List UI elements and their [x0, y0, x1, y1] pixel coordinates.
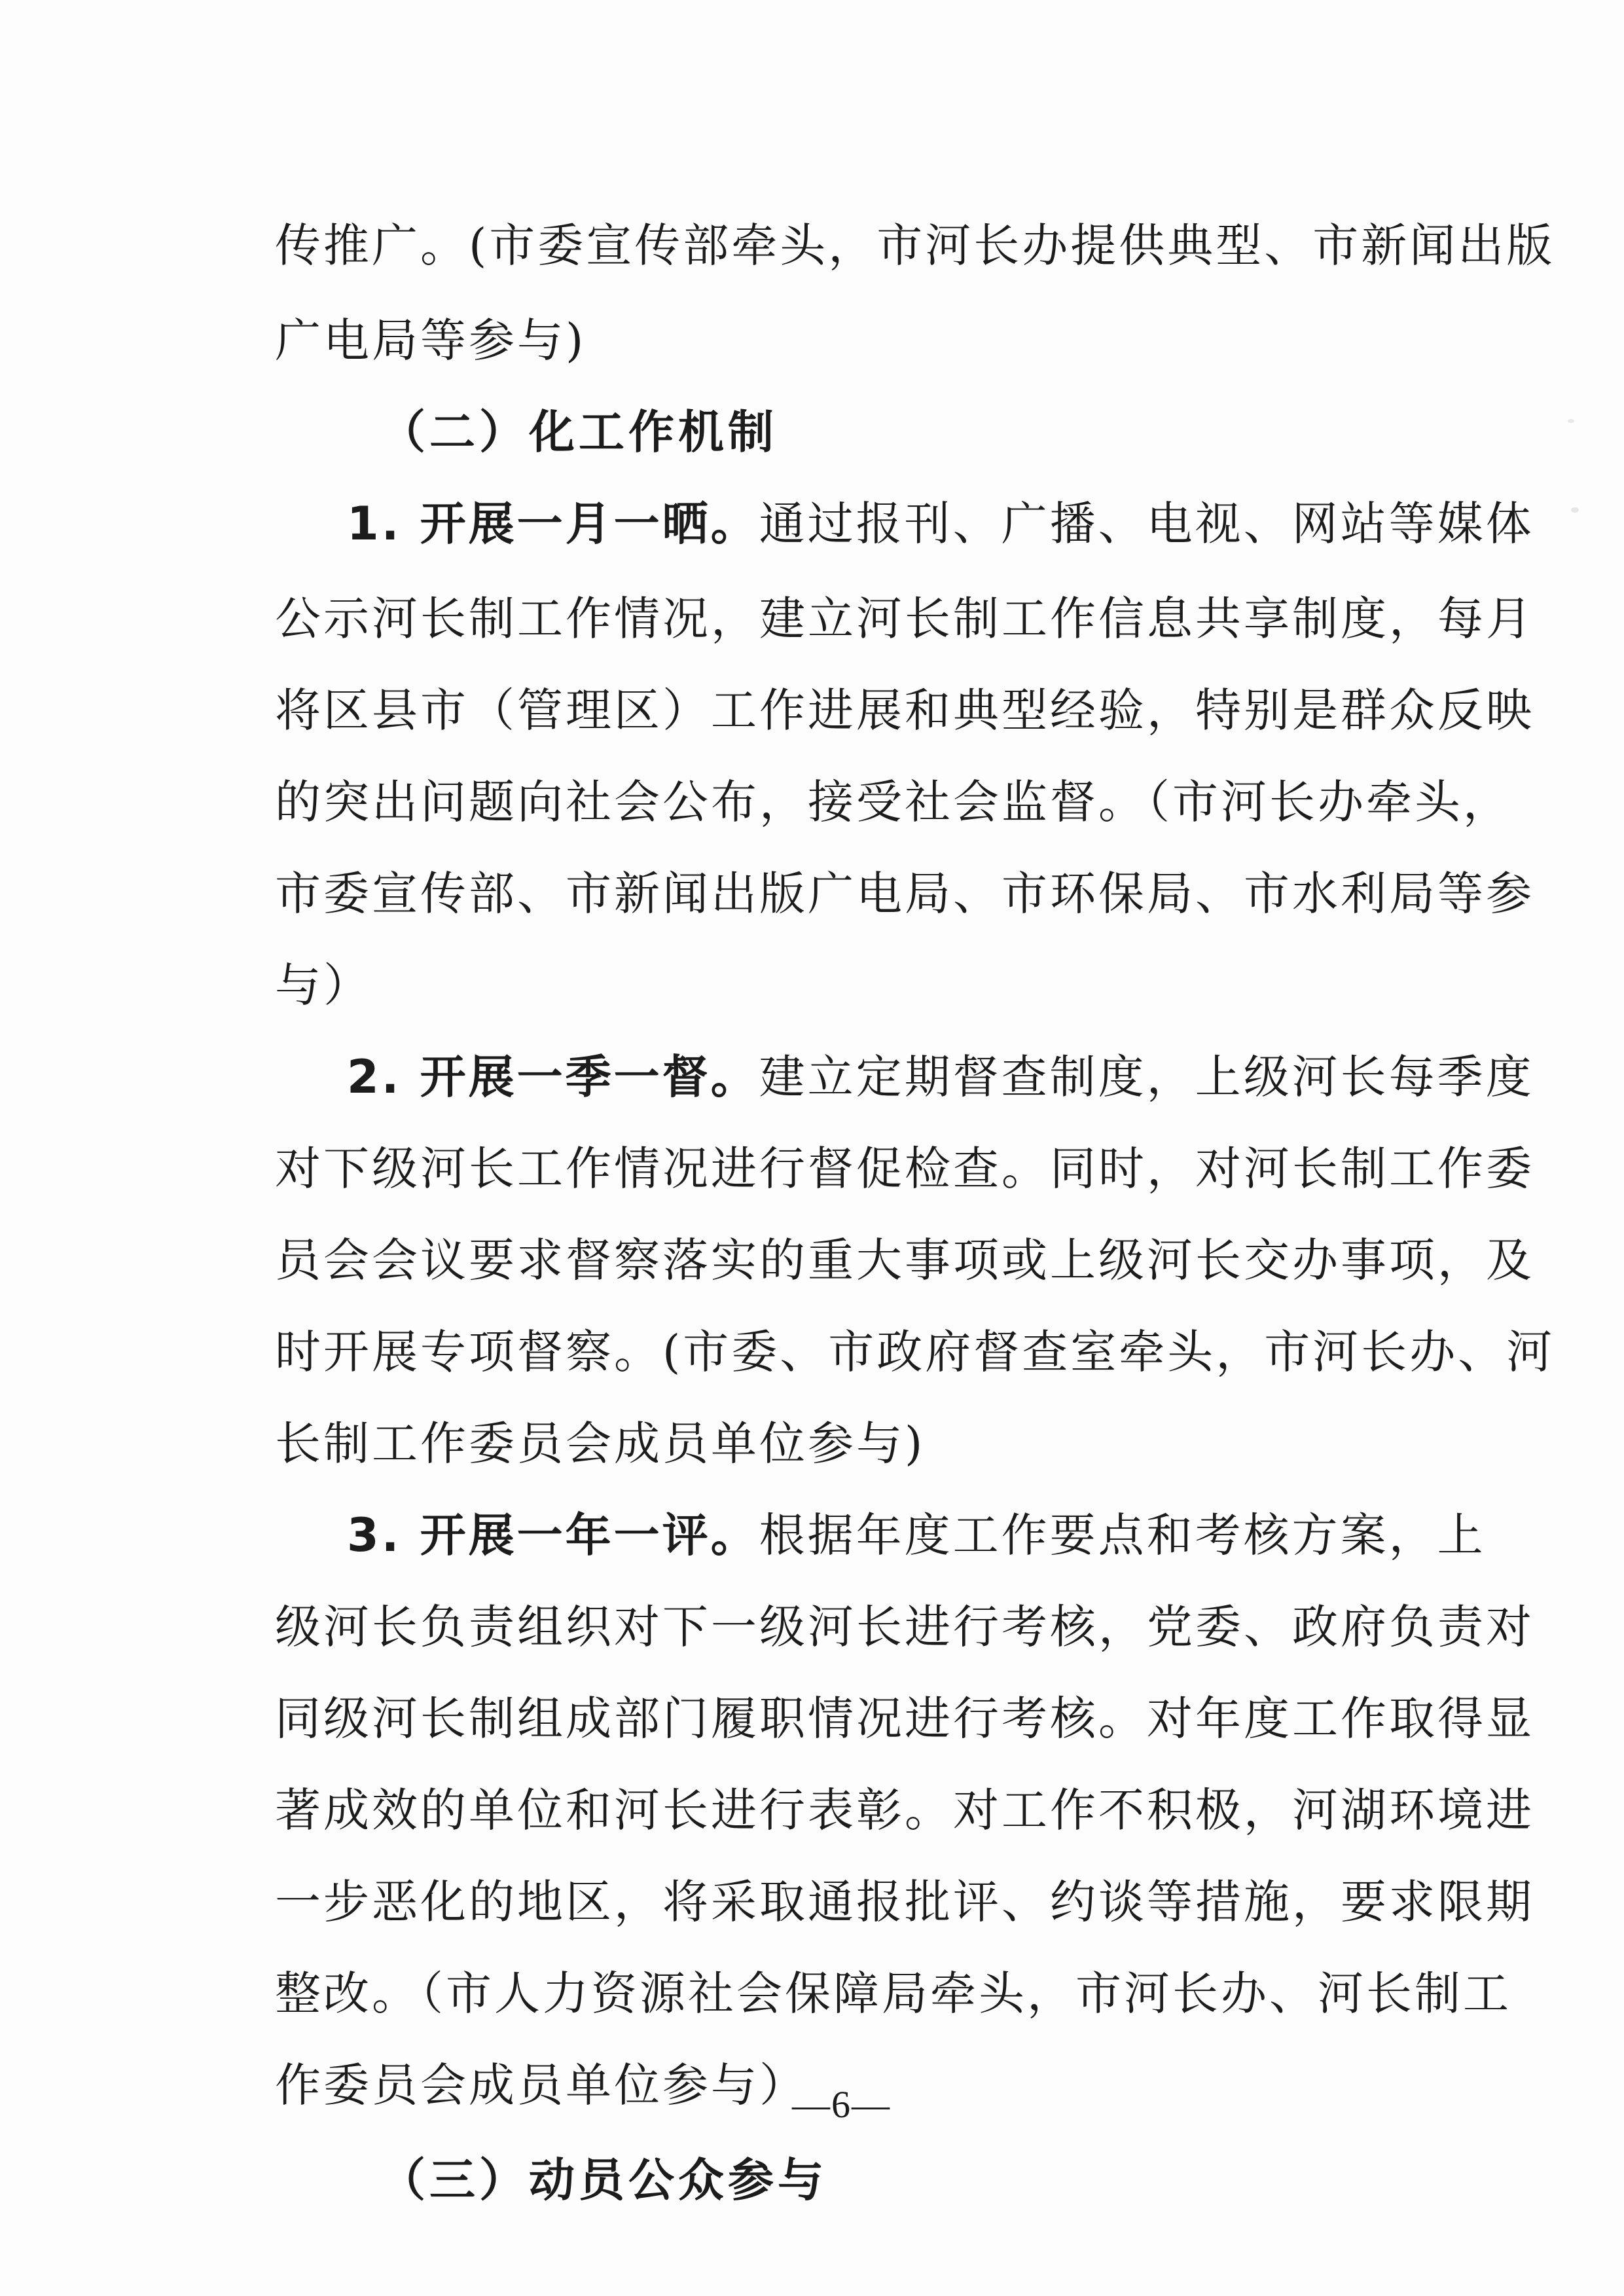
body-line: 将区县市（管理区）工作进展和典型经验，特别是群众反映 [275, 683, 1534, 737]
item-text: 建立定期督查制度，上级河长每季度 [759, 1050, 1534, 1104]
item-line [347, 491, 1534, 556]
body-line: 时开展专项督察。(市委、市政府督查室牵头，市河长办、河 [275, 1325, 1555, 1379]
body-line: 级河长负责组织对下一级河长进行考核，党委、政府负责对 [275, 1600, 1534, 1654]
section-heading: （二）化工作机制 [380, 405, 778, 459]
body-line: 传推广。(市委宣传部牵头，市河长办提供典型、市新闻出版 [275, 219, 1555, 272]
body-line: 公示河长制工作情况，建立河长制工作信息共享制度，每月 [275, 592, 1534, 646]
body-line: 的突出问题向社会公布，接受社会监督。（市河长办牵头， [275, 775, 1511, 829]
item-title: 3. 开展一年一评。 [347, 1508, 759, 1562]
scan-smudge [1571, 507, 1579, 513]
body-line: 与） [275, 958, 372, 1012]
body-line: 一步恶化的地区，将采取通报批评、约谈等措施，要求限期 [275, 1875, 1534, 1929]
body-line: 广电局等参与) [275, 314, 586, 367]
body-line: 市委宣传部、市新闻出版广电局、市环保局、市水利局等参 [275, 867, 1534, 920]
body-line: 著成效的单位和河长进行表彰。对工作不积极，河湖环境进 [275, 1783, 1534, 1837]
section-heading: （三）动员公众参与 [380, 2153, 827, 2207]
item-title: 2. 开展一季一督。 [347, 1050, 759, 1104]
body-line: 对下级河长工作情况进行督促检查。同时，对河长制工作委 [275, 1142, 1534, 1195]
item-line [347, 1044, 1534, 1110]
body-line: 整改。（市人力资源社会保障局牵头，市河长办、河长制工 [275, 1967, 1511, 2020]
item-text: 根据年度工作要点和考核方案，上 [759, 1508, 1486, 1562]
body-line: 同级河长制组成部门履职情况进行考核。对年度工作取得显 [275, 1692, 1534, 1745]
body-line: 长制工作委员会成员单位参与) [275, 1417, 926, 1470]
item-line [347, 1503, 1486, 1568]
scan-smudge [1568, 419, 1574, 423]
page-number: —6— [792, 2083, 891, 2126]
body-line: 作委员会成员单位参与） [275, 2058, 808, 2112]
item-title: 1. 开展一月一晒。 [347, 497, 759, 551]
item-text: 通过报刊、广播、电视、网站等媒体 [759, 497, 1534, 551]
body-line: 员会会议要求督察落实的重大事项或上级河长交办事项，及 [275, 1233, 1534, 1287]
